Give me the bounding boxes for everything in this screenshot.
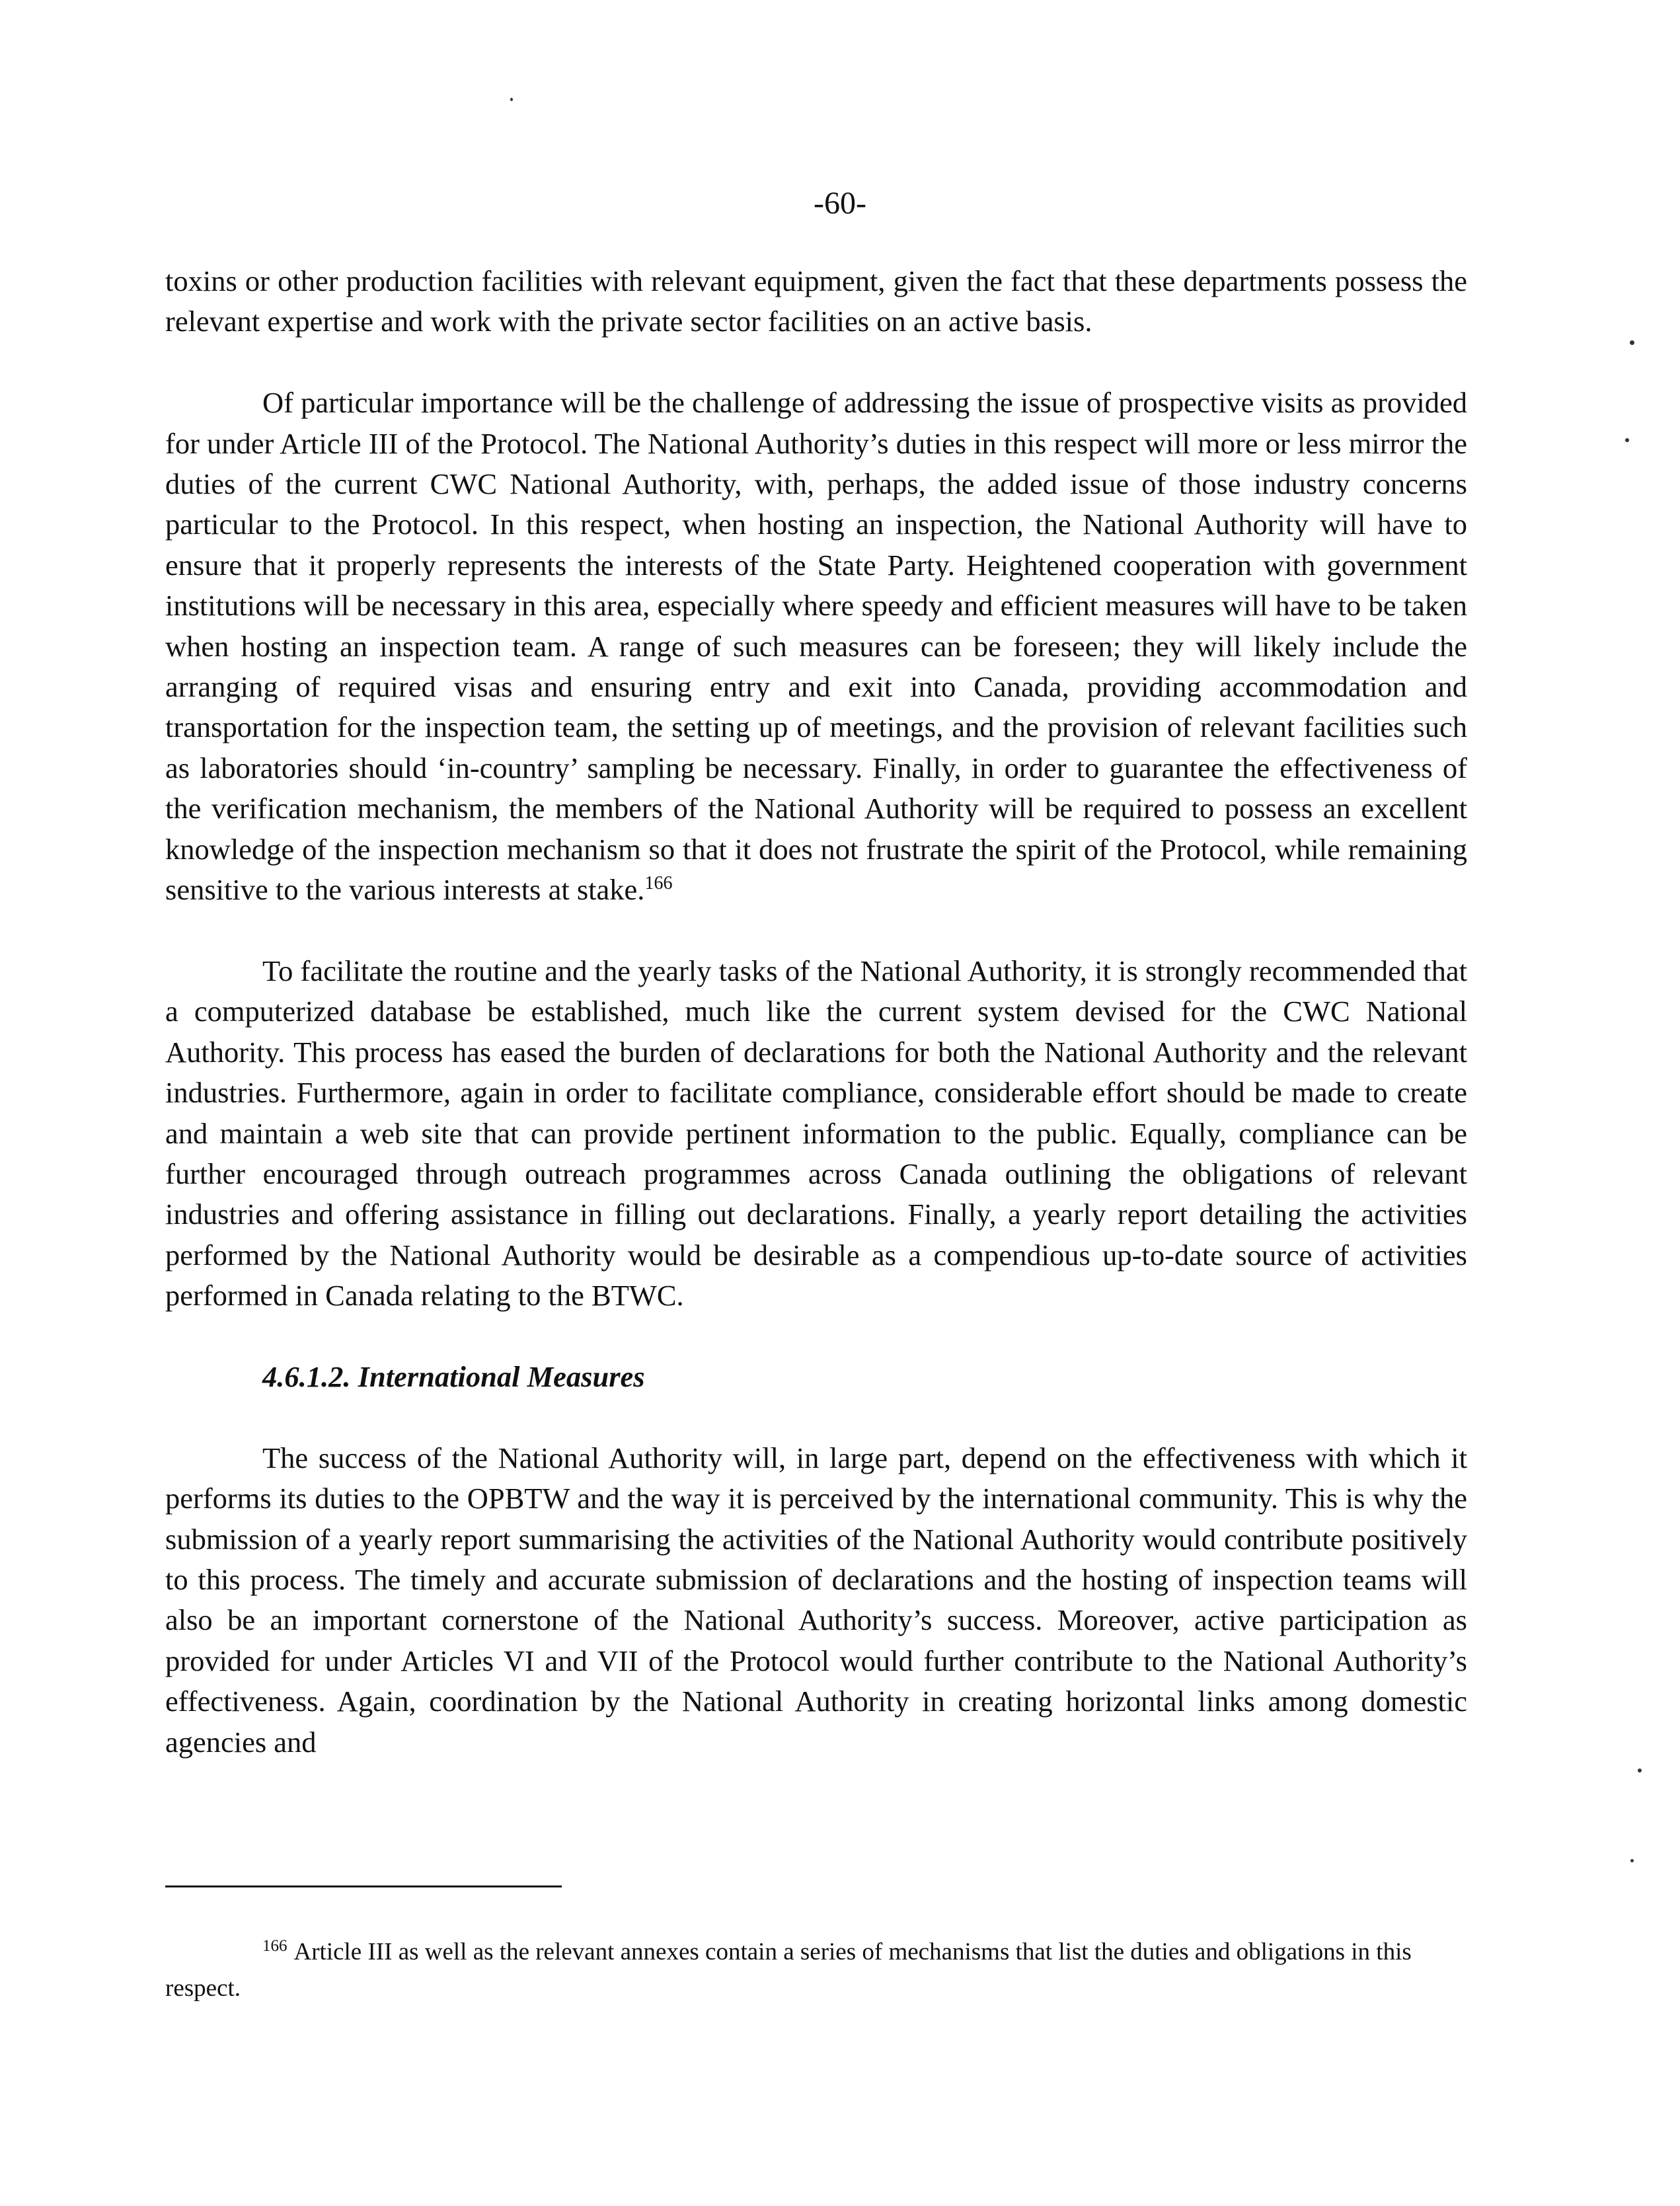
footnote-number: 166 xyxy=(262,1936,287,1955)
footnote xyxy=(165,1934,1467,2006)
scan-speck xyxy=(1625,438,1629,442)
paragraph-text: Of particular importance will be the challenge of addressing the issue of prospective visits as provided for under Article III of the Protocol. The National Authority’s duties in this respect will more or less mirror the duties of the current CWC National Authority, with, perhaps, the added issue of those industry concerns particular to the Protocol. In this respect, when hosting an inspection, the National Authority will have to ensure that it properly represents the interests of the State Party. Heightened cooperation with government institutions will be necessary in this area, especially where speedy and efficient measures will have to be taken when hosting an inspection team. A range of such measures can be foreseen; they will likely include the arranging of required visas and ensuring entry and exit into Canada, providing accommodation and transportation for the inspection team, the setting up of meetings, and the provision of relevant facilities such as laboratories should ‘in-country’ sampling be necessary. Finally, in order to guarantee the effectiveness of the verification mechanism, the members of the National Authority will be required to possess an excellent knowledge of the inspection mechanism so that it does not frustrate the spirit of the Protocol, while remaining sensitive to the various interests at stake. xyxy=(165,386,1467,907)
body-text xyxy=(165,261,1467,1803)
paragraph-database: To facilitate the routine and the yearly tasks of the National Authority, it is strongly recommended that a computerized database be established, much like the current system devised for the CWC National Authority. This process has eased the burden of declarations for both the National Authority and the relevant industries. Furthermore, again in order to facilitate compliance, considerable effort should be made to create and maintain a web site that can provide pertinent information to the public. Equally, compliance can be further encouraged through outreach programmes across Canada outlining the obligations of relevant industries and offering assistance in filling out declarations. Finally, a yearly report detailing the activities performed by the National Authority would be desirable as a compendious up-to-date source of activities performed in Canada relating to the BTWC. xyxy=(165,954,1467,1312)
footnote-reference[interactable]: 166 xyxy=(644,873,673,894)
scan-speck xyxy=(1638,1769,1642,1772)
paragraph-prospective-visits xyxy=(165,383,1467,910)
scan-speck xyxy=(1630,1859,1634,1862)
footnote-divider xyxy=(165,1885,562,1887)
scan-speck xyxy=(1630,340,1634,345)
paragraph-international: The success of the National Authority will, in large part, depend on the effectiveness with which it performs its duties to the OPBTW and the way it is perceived by the international community. This is why the submission of a yearly report summarising the activities of the National Authority would contribute positively to this process. The timely and accurate submission of declarations and the hosting of inspection teams will also be an important cornerstone of the National Authority’s success. Moreover, active participation as provided for under Articles VI and VII of the Protocol would further contribute to the National Authority’s effectiveness. Again, coordination by the National Authority in creating horizontal links among domestic agencies and xyxy=(165,1441,1467,1759)
page-number: -60- xyxy=(814,186,866,221)
paragraph-continuation: toxins or other production facilities with relevant equipment, given the fact that these departments possess the relevant expertise and work with the private sector facilities on an active basis. xyxy=(165,264,1467,338)
section-heading: 4.6.1.2. International Measures xyxy=(262,1359,645,1393)
footnote-text: Article III as well as the relevant annexes contain a series of mechanisms that list the duties and obligations in this respect. xyxy=(165,1938,1412,2002)
scan-speck xyxy=(510,98,513,101)
